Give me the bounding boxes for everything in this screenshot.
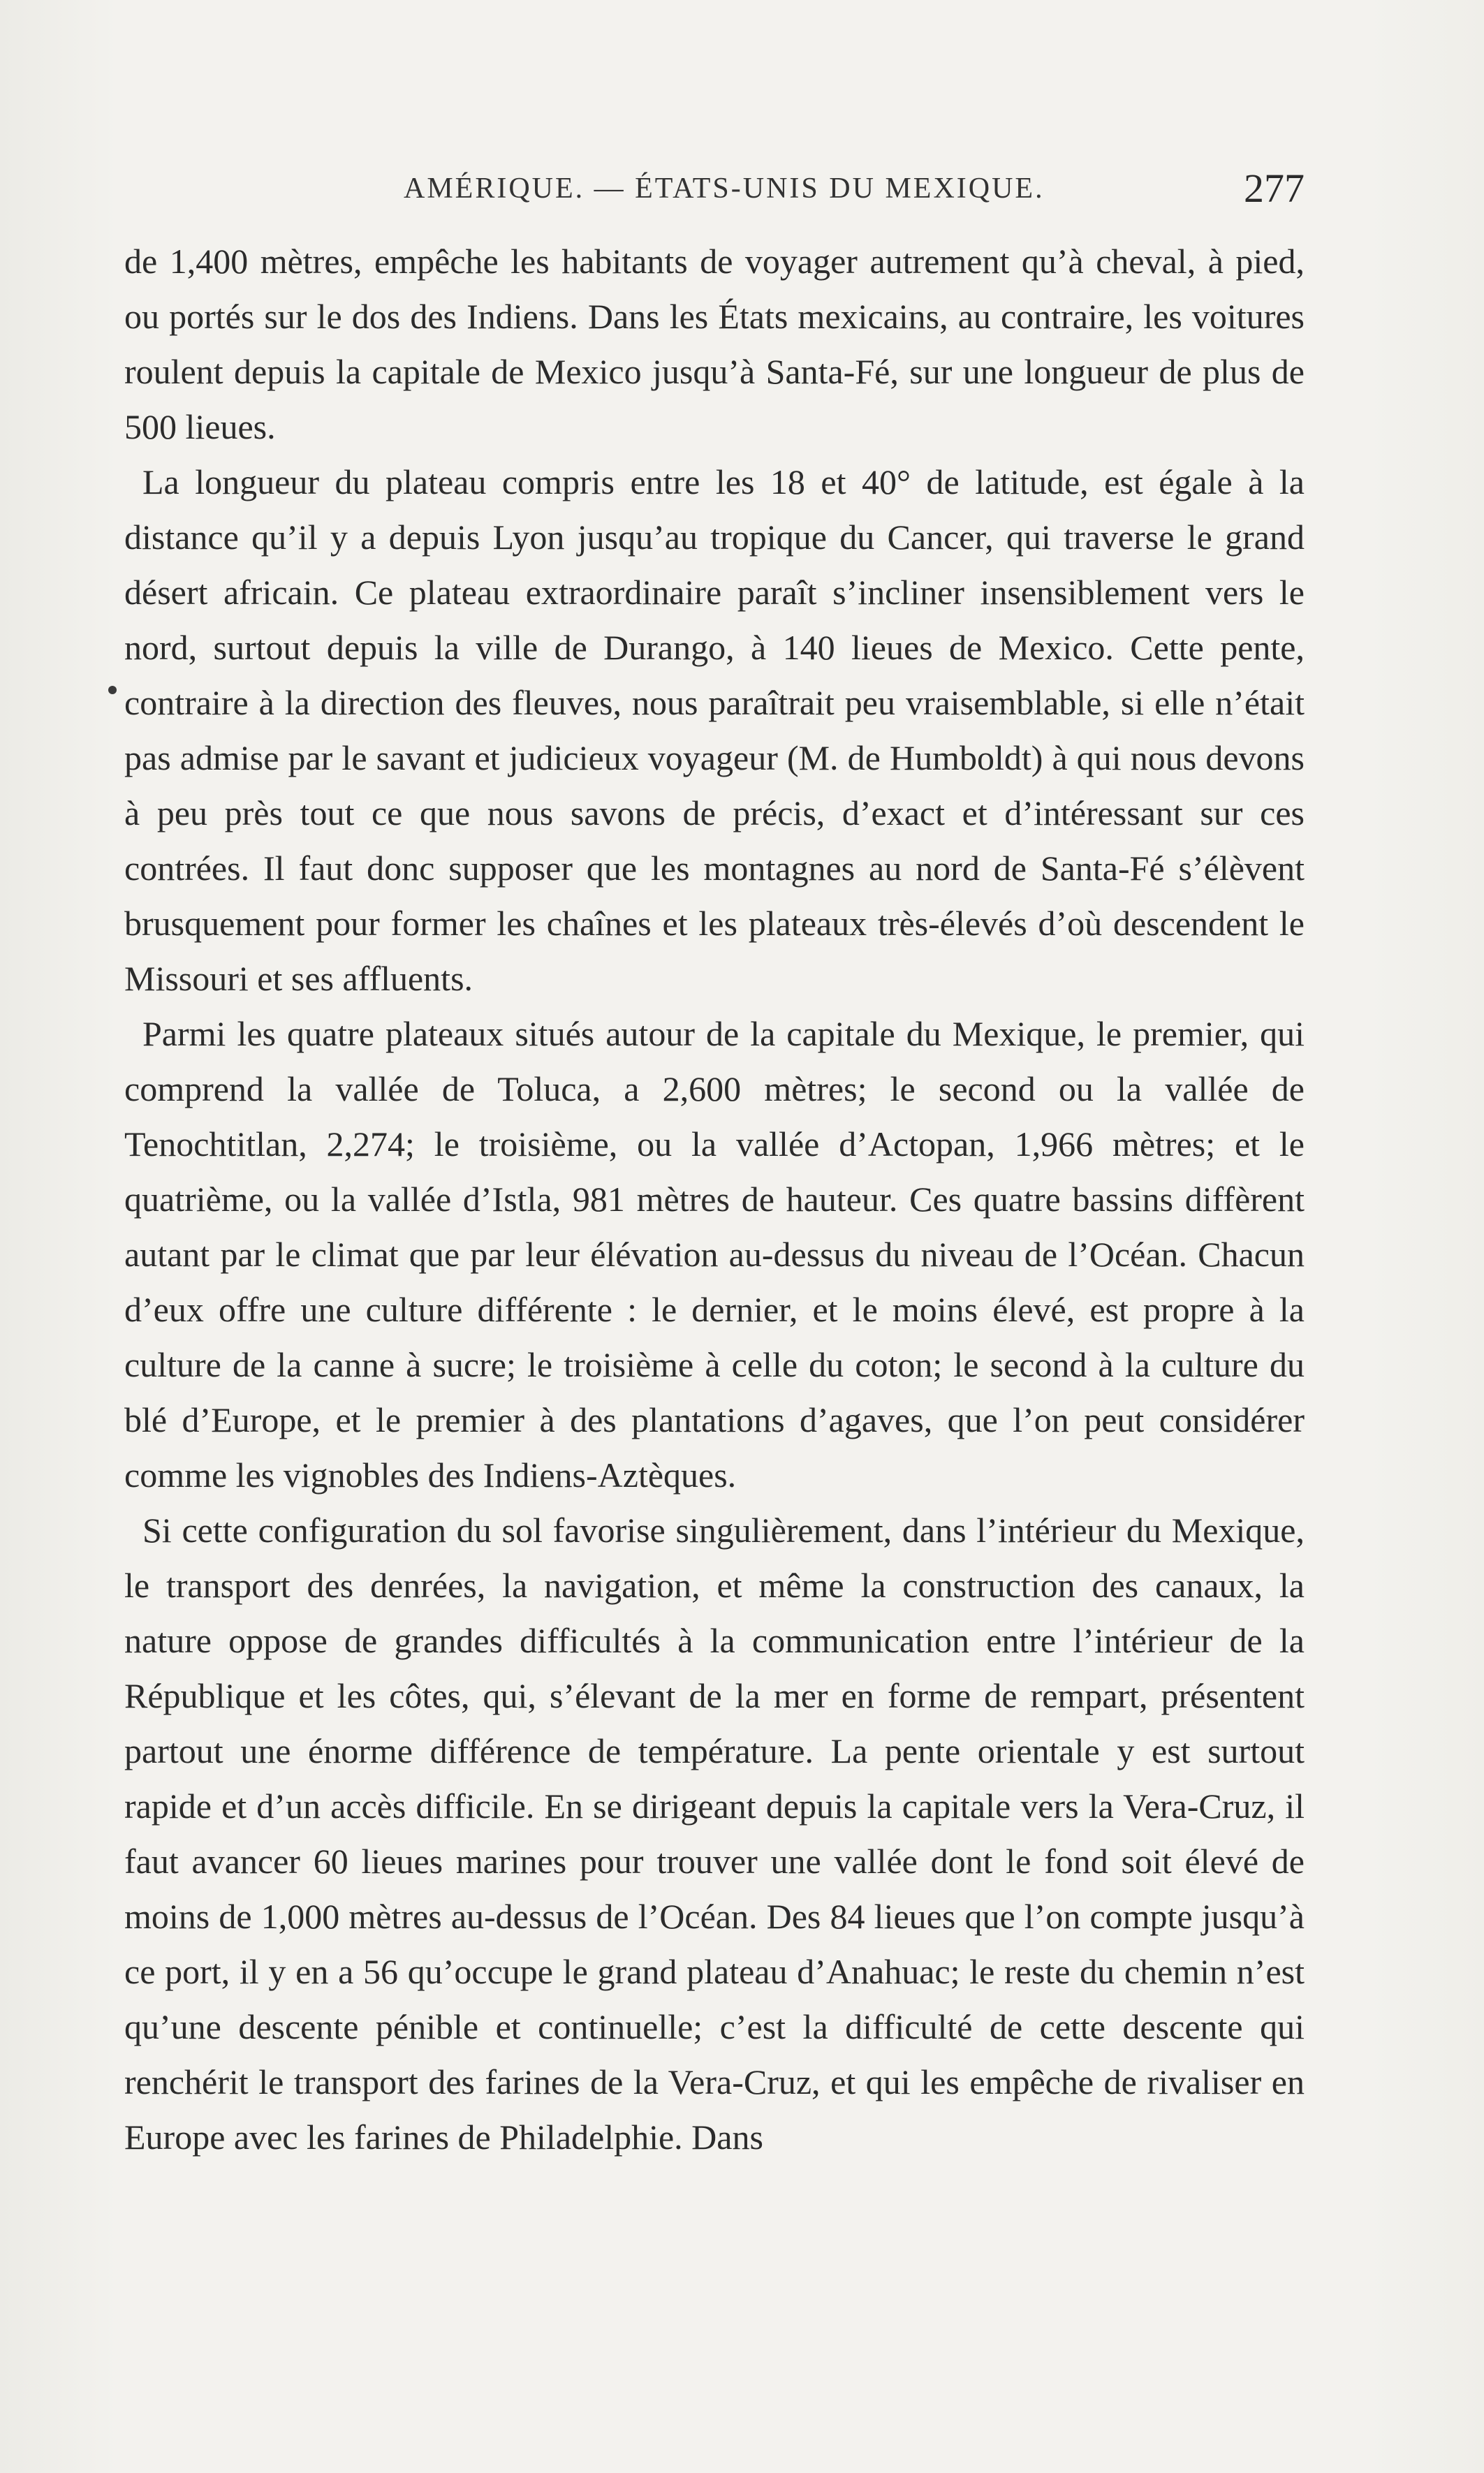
margin-mark bbox=[108, 686, 117, 694]
page-number: 277 bbox=[1244, 166, 1305, 211]
paragraph-3: Parmi les quatre plateaux situés autour de la capitale du Mexique, le premier, qui comprend la vallée de Toluca, a 2,600 mètres; le second ou la vallée de Tenochtitlan, 2,274; le troisième, ou la vallée d’Actopan, 1,966 mètres; et le quatrième, ou la vallée d’Istla, 981 mètres de hauteur. Ces quatre bassins diffèrent autant par le climat que par leur élévation au-dessus du niveau de l’Océan. Chacun d’eux offre une culture différente : le dernier, et le moins élevé, est propre à la culture de la canne à sucre; le troisième à celle du coton; le second à la culture du blé d’Europe, et le premier à des plantations d’agaves, que l’on peut considérer comme les vignobles des Indiens-Aztèques. bbox=[124, 1014, 1305, 1495]
paragraph-1: de 1,400 mètres, empêche les habitants de voyager autrement qu’à cheval, à pied, ou portés sur le dos des Indiens. Dans les États mexicains, au contraire, les voitures roulent depuis la capitale de Mexico jusqu’à Santa-Fé, sur une longueur de plus de 500 lieues. bbox=[124, 242, 1305, 446]
running-head: AMÉRIQUE. — ÉTATS-UNIS DU MEXIQUE. bbox=[404, 173, 1045, 205]
body-text bbox=[124, 234, 1305, 2165]
paragraph-2: La longueur du plateau compris entre les 18 et 40° de latitude, est égale à la distance qu’il y a depuis Lyon jusqu’au tropique du Cancer, qui traverse le grand désert africain. Ce plateau extraordinaire paraît s’incliner insensiblement vers le nord, surtout depuis la ville de Durango, à 140 lieues de Mexico. Cette pente, contraire à la direction des fleuves, nous paraîtrait peu vraisemblable, si elle n’était pas admise par le savant et judicieux voyageur (M. de Humboldt) à qui nous devons à peu près tout ce que nous savons de précis, d’exact et d’intéressant sur ces contrées. Il faut donc supposer que les montagnes au nord de Santa-Fé s’élèvent brusquement pour former les chaînes et les plateaux très-élevés d’où descendent le Missouri et ses affluents. bbox=[124, 462, 1305, 998]
paragraph-4: Si cette configuration du sol favorise singulièrement, dans l’intérieur du Mexique, le transport des denrées, la navigation, et même la construction des canaux, la nature oppose de grandes difficultés à la communication entre l’intérieur de la République et les côtes, qui, s’élevant de la mer en forme de rempart, présentent partout une énorme différence de température. La pente orientale y est surtout rapide et d’un accès difficile. En se dirigeant depuis la capitale vers la Vera-Cruz, il faut avancer 60 lieues marines pour trouver une vallée dont le fond soit élevé de moins de 1,000 mètres au-dessus de l’Océan. Des 84 lieues que l’on compte jusqu’à ce port, il y en a 56 qu’occupe le grand plateau d’Anahuac; le reste du chemin n’est qu’une descente pénible et continuelle; c’est la difficulté de cette descente qui renchérit le transport des farines de la Vera-Cruz, et qui les empêche de rivaliser en Europe avec les farines de Philadelphie. Dans bbox=[124, 1511, 1305, 2157]
page-header bbox=[124, 165, 1305, 214]
